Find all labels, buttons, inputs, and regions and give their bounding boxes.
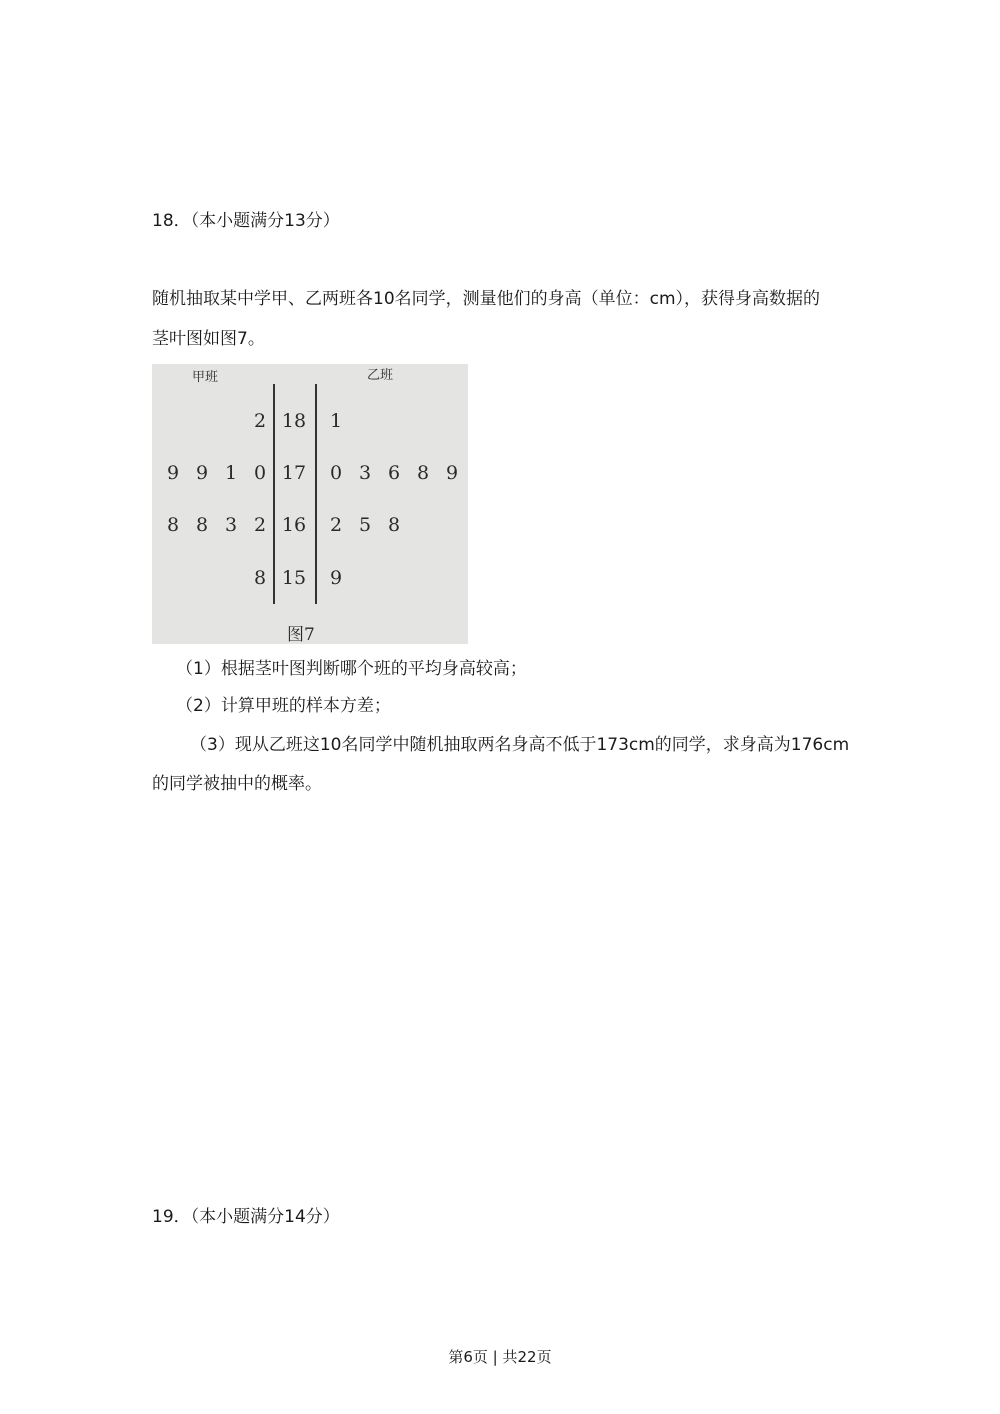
right-leaf: 3 xyxy=(358,462,372,484)
right-leaf: 8 xyxy=(387,514,401,536)
left-leaf: 2 xyxy=(253,410,267,432)
left-divider xyxy=(273,384,275,604)
right-divider xyxy=(315,384,317,604)
right-leaf: 9 xyxy=(445,462,459,484)
page-footer: 第6页 | 共22页 xyxy=(448,1348,552,1366)
left-class-header: 甲班 xyxy=(192,370,219,385)
stem-value: 18 xyxy=(281,410,307,432)
right-leaf: 9 xyxy=(329,567,343,589)
right-leaf: 2 xyxy=(329,514,343,536)
question-18-part1: （1）根据茎叶图判断哪个班的平均身高较高； xyxy=(176,659,527,679)
left-leaf: 3 xyxy=(224,514,238,536)
stem-leaf-figure xyxy=(152,364,468,644)
stem-value: 17 xyxy=(281,462,307,484)
right-leaf: 5 xyxy=(358,514,372,536)
left-leaf: 8 xyxy=(253,567,267,589)
question-18-intro-line2: 茎叶图如图7。 xyxy=(152,329,265,349)
left-leaf: 1 xyxy=(224,462,238,484)
question-18-header: 18．（本小题满分13分） xyxy=(152,211,340,231)
right-leaf: 8 xyxy=(416,462,430,484)
left-leaf: 8 xyxy=(195,514,209,536)
stem-value: 15 xyxy=(281,567,307,589)
stem-value: 16 xyxy=(281,514,307,536)
question-18-part2: （2）计算甲班的样本方差； xyxy=(176,696,391,716)
right-leaf: 0 xyxy=(329,462,343,484)
right-class-header: 乙班 xyxy=(367,368,394,383)
right-leaf: 6 xyxy=(387,462,401,484)
question-18-part3-line2: 的同学被抽中的概率。 xyxy=(152,774,322,794)
left-leaf: 8 xyxy=(166,514,180,536)
figure-caption: 图7 xyxy=(287,625,315,645)
question-19-header: 19．（本小题满分14分） xyxy=(152,1207,340,1227)
question-18-intro-line1: 随机抽取某中学甲、乙两班各10名同学，测量他们的身高（单位：cm），获得身高数据的 xyxy=(152,289,821,309)
left-leaf: 9 xyxy=(166,462,180,484)
right-leaf: 1 xyxy=(329,410,343,432)
left-leaf: 0 xyxy=(253,462,267,484)
question-18-part3-line1: （3）现从乙班这10名同学中随机抽取两名身高不低于173cm的同学，求身高为176cm xyxy=(190,735,850,755)
left-leaf: 2 xyxy=(253,514,267,536)
left-leaf: 9 xyxy=(195,462,209,484)
